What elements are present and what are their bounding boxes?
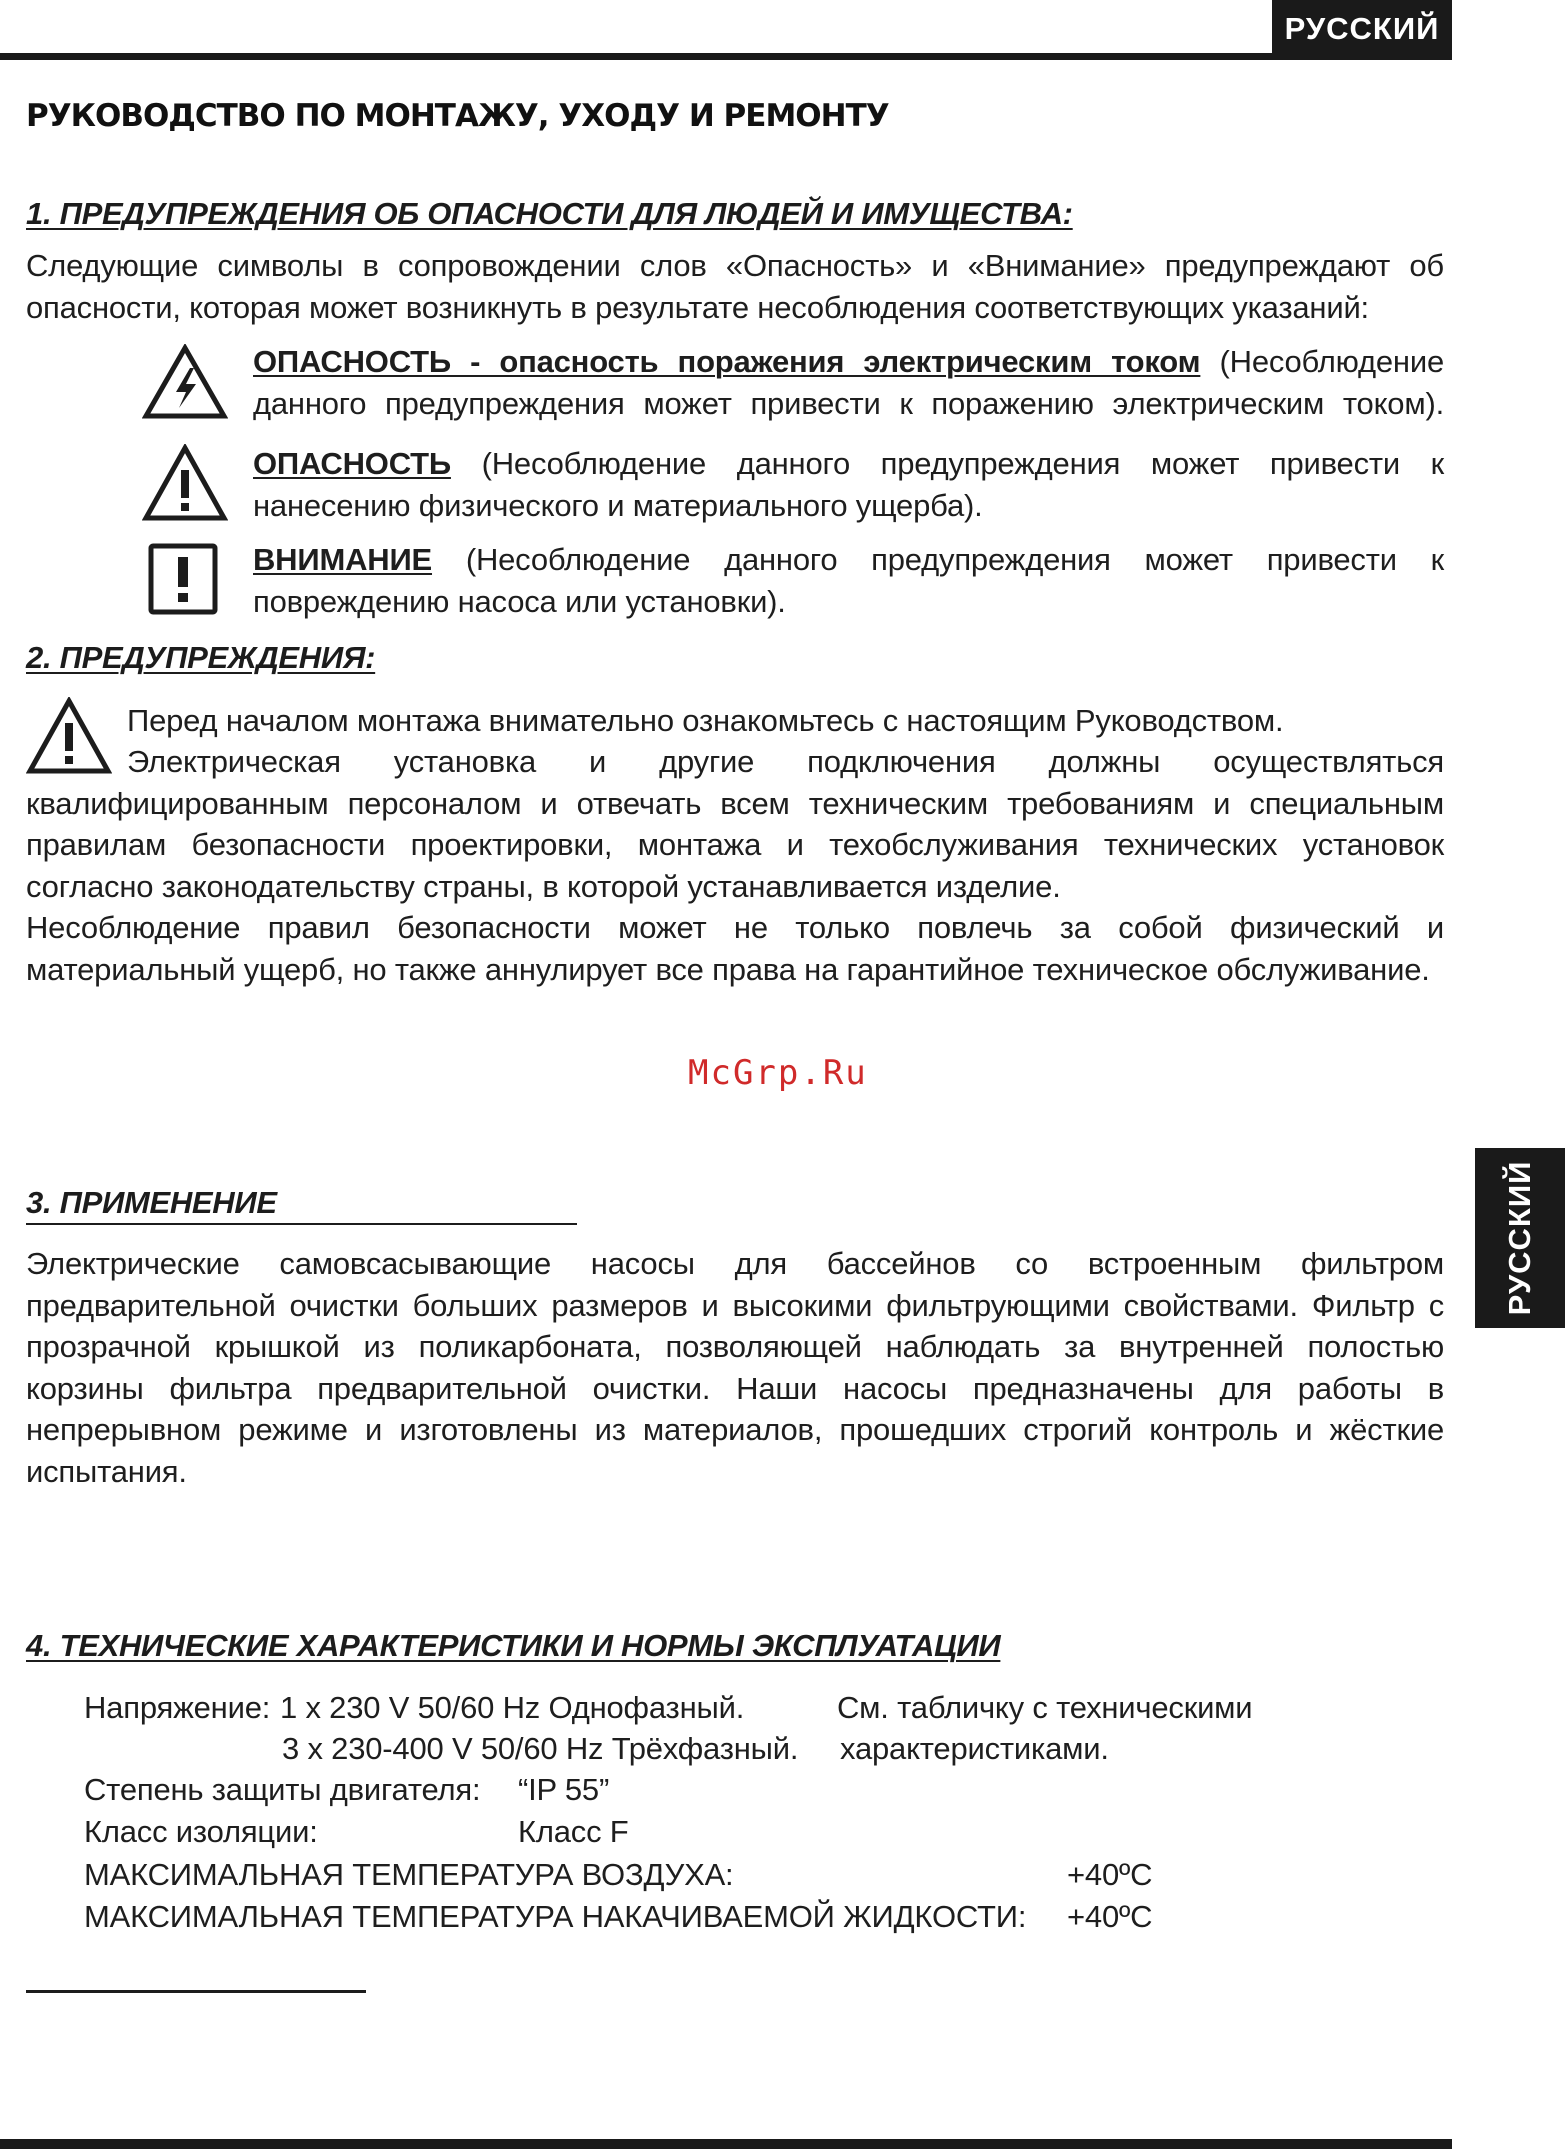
bottom-rule xyxy=(0,2139,1452,2149)
section3-para: Электрические самовсасывающие насосы для бассейнов со встроенным фильтром предварительной очистки больших размеров и высокими фильтрующими свойствами. Фильтр с прозрачной крышкой из поликарбоната, позволяющей наблюдать за внутренней полостью корзины фильтра предварительной очистки. Наши насосы предназначены для работы в непрерывном режиме и изготовлены из материалов, прошедших строгий контроль и жёсткие испытания. xyxy=(26,1246,1444,1489)
section2-line1: Перед началом монтажа внимательно ознакомьтесь с настоящим Руководством. xyxy=(127,703,1284,738)
warning-attention xyxy=(253,539,1444,622)
plate-note-line2: характеристиками. xyxy=(840,1731,1109,1766)
section2-para1: Электрическая установка и другие подключения должны осуществляться квалифицированным персоналом и отвечать всем техническим требованиям и специальным правилам безопасности проектировки, монтажа и техобслуживания технических установок согласно законодательству страны, в которой устанавливается изделие. xyxy=(26,744,1444,904)
liquid-temp-value: +40ºC xyxy=(1067,1899,1153,1934)
language-tab-side-label: РУССКИЙ xyxy=(1502,1160,1537,1316)
warning-electric-text: (Несоблюдение данного предупреждения может привести к поражению электрическим током). xyxy=(253,344,1444,421)
warning-danger-text: (Несоблюдение данного предупреждения может привести к нанесению физического и материального ущерба). xyxy=(253,446,1444,523)
section3-heading-rule xyxy=(26,1223,577,1225)
insulation-value: Класс F xyxy=(518,1814,629,1849)
voltage-single-phase: 1 x 230 V 50/60 Hz Однофазный. xyxy=(280,1690,745,1725)
insulation-label: Класс изоляции: xyxy=(84,1814,318,1849)
air-temp-label: МАКСИМАЛЬНАЯ ТЕМПЕРАТУРА ВОЗДУХА: xyxy=(84,1857,734,1892)
top-rule xyxy=(0,53,1452,60)
protection-label: Степень защиты двигателя: xyxy=(84,1772,481,1807)
warning-danger xyxy=(253,443,1444,526)
air-temp-value: +40ºC xyxy=(1067,1857,1153,1892)
watermark: McGrp.Ru xyxy=(688,1053,868,1093)
warning-electric-title: ОПАСНОСТЬ - опасность поражения электрическим током xyxy=(253,344,1201,379)
warning-danger-title: ОПАСНОСТЬ xyxy=(253,446,451,481)
section1-heading: 1. ПРЕДУПРЕЖДЕНИЯ ОБ ОПАСНОСТИ ДЛЯ ЛЮДЕЙ И ИМУЩЕСТВА: xyxy=(26,196,1073,231)
warning-electric xyxy=(253,341,1444,424)
voltage-label: Напряжение: xyxy=(84,1690,271,1725)
electric-hazard-icon xyxy=(142,344,228,420)
section1-intro: Следующие символы в сопровождении слов «Опасность» и «Внимание» предупреждают об опасности, которая может возникнуть в результате несоблюдения соответствующих указаний: xyxy=(26,248,1444,325)
section3-heading: 3. ПРИМЕНЕНИЕ xyxy=(26,1185,277,1220)
section2-para2: Несоблюдение правил безопасности может не только повлечь за собой физический и материальный ущерб, но также аннулирует все права на гарантийное техническое обслуживание. xyxy=(26,910,1444,987)
warning-attention-text: (Несоблюдение данного предупреждения может привести к повреждению насоса или установки). xyxy=(253,542,1444,619)
liquid-temp-label: МАКСИМАЛЬНАЯ ТЕМПЕРАТУРА НАКАЧИВАЕМОЙ ЖИДКОСТИ: xyxy=(84,1899,1027,1934)
language-tab-side xyxy=(1475,1148,1565,1328)
plate-note-line1: См. табличку с техническими xyxy=(837,1690,1253,1725)
attention-icon xyxy=(148,543,218,615)
section4-heading: 4. ТЕХНИЧЕСКИЕ ХАРАКТЕРИСТИКИ И НОРМЫ ЭКСПЛУАТАЦИИ xyxy=(26,1628,1001,1663)
warning-attention-title: ВНИМАНИЕ xyxy=(253,542,433,577)
danger-icon xyxy=(142,444,228,522)
section2-heading: 2. ПРЕДУПРЕЖДЕНИЯ: xyxy=(26,640,376,675)
language-tab-top: РУССКИЙ xyxy=(1272,0,1452,58)
protection-value: “IP 55” xyxy=(518,1772,610,1807)
voltage-three-phase: 3 x 230-400 V 50/60 Hz Трёхфазный. xyxy=(282,1731,799,1766)
page-title: РУКОВОДСТВО ПО МОНТАЖУ, УХОДУ И РЕМОНТУ xyxy=(26,98,889,134)
footnote-rule xyxy=(26,1990,366,1993)
